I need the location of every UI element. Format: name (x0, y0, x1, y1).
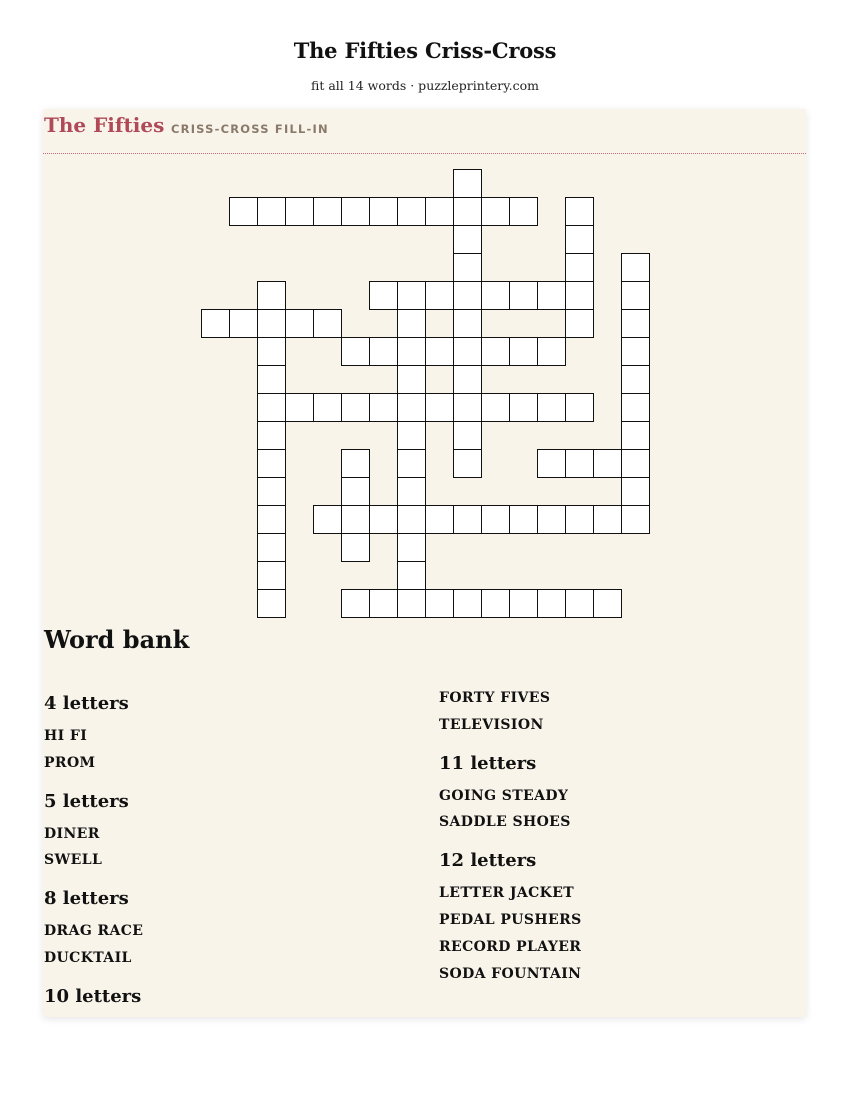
grid-cell[interactable] (621, 477, 650, 506)
grid-cell[interactable] (257, 393, 286, 422)
grid-cell[interactable] (285, 393, 314, 422)
grid-cell[interactable] (369, 589, 398, 618)
word-group-heading: 12 letters (439, 850, 537, 872)
grid-cell[interactable] (397, 449, 426, 478)
grid-cell[interactable] (565, 281, 594, 310)
grid-cell[interactable] (621, 393, 650, 422)
grid-cell[interactable] (397, 561, 426, 590)
grid-cell[interactable] (257, 197, 286, 226)
grid-cell[interactable] (621, 365, 650, 394)
grid-cell[interactable] (341, 449, 370, 478)
grid-cell[interactable] (481, 197, 510, 226)
grid-cell[interactable] (229, 197, 258, 226)
word-group-heading: 10 letters (44, 985, 142, 1007)
grid-cell[interactable] (621, 309, 650, 338)
page-subtitle: fit all 14 words · puzzleprintery.com (311, 78, 539, 93)
grid-cell[interactable] (453, 365, 482, 394)
word-bank-entry: FORTY FIVES (439, 690, 551, 706)
grid-cell[interactable] (565, 309, 594, 338)
word-group-heading: 5 letters (44, 790, 129, 812)
grid-cell[interactable] (201, 309, 230, 338)
grid-cell[interactable] (509, 505, 538, 534)
word-bank-right-column (439, 685, 582, 987)
grid-cell[interactable] (257, 477, 286, 506)
grid-cell[interactable] (341, 505, 370, 534)
grid-cell[interactable] (481, 393, 510, 422)
grid-cell[interactable] (369, 393, 398, 422)
grid-cell[interactable] (621, 421, 650, 450)
grid-cell[interactable] (369, 281, 398, 310)
grid-cell[interactable] (257, 561, 286, 590)
grid-cell[interactable] (621, 505, 650, 534)
grid-cell[interactable] (397, 337, 426, 366)
grid-cell[interactable] (537, 393, 566, 422)
puzzle-card (43, 109, 806, 1017)
grid-cell[interactable] (229, 309, 258, 338)
word-bank-entry: GOING STEADY (439, 787, 569, 804)
grid-cell[interactable] (369, 505, 398, 534)
grid-cell[interactable] (341, 477, 370, 506)
grid-cell[interactable] (481, 337, 510, 366)
grid-cell[interactable] (565, 505, 594, 534)
grid-cell[interactable] (257, 589, 286, 618)
word-bank-entry: TELEVISION (439, 716, 544, 733)
card-kicker: CRISS-CROSS FILL-IN (171, 122, 329, 136)
grid-cell[interactable] (509, 281, 538, 310)
grid-cell[interactable] (453, 309, 482, 338)
grid-cell[interactable] (313, 505, 342, 534)
grid-cell[interactable] (453, 337, 482, 366)
grid-cell[interactable] (341, 533, 370, 562)
grid-cell[interactable] (537, 505, 566, 534)
grid-cell[interactable] (257, 365, 286, 394)
grid-cell[interactable] (397, 477, 426, 506)
grid-cell[interactable] (285, 197, 314, 226)
grid-cell[interactable] (341, 589, 370, 618)
grid-cell[interactable] (481, 281, 510, 310)
word-bank-entry: RECORD PLAYER (439, 938, 582, 955)
grid-cell[interactable] (257, 421, 286, 450)
grid-cell[interactable] (453, 393, 482, 422)
grid-cell[interactable] (313, 393, 342, 422)
word-bank-entry: PROM (44, 754, 96, 771)
card-header (43, 109, 806, 154)
grid-cell[interactable] (509, 337, 538, 366)
grid-cell[interactable] (425, 589, 454, 618)
grid-cell[interactable] (593, 505, 622, 534)
grid-cell[interactable] (313, 197, 342, 226)
grid-cell[interactable] (341, 337, 370, 366)
grid-cell[interactable] (425, 393, 454, 422)
grid-cell[interactable] (593, 589, 622, 618)
grid-cell[interactable] (453, 225, 482, 254)
grid-cell[interactable] (285, 309, 314, 338)
grid-cell[interactable] (257, 505, 286, 534)
grid-cell[interactable] (537, 337, 566, 366)
word-bank-entry: DUCKTAIL (44, 949, 132, 966)
grid-cell[interactable] (257, 309, 286, 338)
grid-cell[interactable] (537, 281, 566, 310)
grid-cell[interactable] (425, 281, 454, 310)
grid-cell[interactable] (481, 505, 510, 534)
grid-cell[interactable] (453, 253, 482, 282)
grid-cell[interactable] (453, 589, 482, 618)
word-bank-entry: LETTER JACKET (439, 885, 575, 902)
grid-cell[interactable] (425, 337, 454, 366)
grid-cell[interactable] (397, 365, 426, 394)
grid-cell[interactable] (369, 337, 398, 366)
grid-cell[interactable] (453, 505, 482, 534)
grid-cell[interactable] (509, 197, 538, 226)
grid-cell[interactable] (453, 281, 482, 310)
grid-cell[interactable] (257, 533, 286, 562)
grid-cell[interactable] (397, 505, 426, 534)
grid-cell[interactable] (565, 589, 594, 618)
grid-cell[interactable] (341, 393, 370, 422)
word-bank-entry: PEDAL PUSHERS (439, 911, 582, 928)
grid-cell[interactable] (453, 197, 482, 226)
word-bank-left-column (44, 679, 143, 1016)
word-bank-entry: SODA FOUNTAIN (439, 965, 582, 982)
grid-cell[interactable] (453, 449, 482, 478)
word-group-heading: 4 letters (44, 693, 129, 714)
grid-cell[interactable] (341, 197, 370, 226)
word-bank-entry: HI FI (44, 728, 88, 744)
grid-cell[interactable] (257, 449, 286, 478)
grid-cell[interactable] (621, 253, 650, 282)
grid-cell[interactable] (369, 197, 398, 226)
word-bank-entry: SWELL (44, 852, 103, 869)
page-title: The Fifties Criss-Cross (293, 38, 557, 63)
grid-cell[interactable] (257, 337, 286, 366)
grid-cell[interactable] (397, 281, 426, 310)
grid-cell[interactable] (509, 393, 538, 422)
grid-cell[interactable] (425, 505, 454, 534)
grid-cell[interactable] (453, 421, 482, 450)
grid-cell[interactable] (565, 393, 594, 422)
grid-cell[interactable] (257, 281, 286, 310)
word-group-heading: 8 letters (44, 888, 129, 910)
word-bank-entry: DRAG RACE (44, 923, 144, 940)
grid-cell[interactable] (313, 309, 342, 338)
word-bank-entry: SADDLE SHOES (439, 814, 571, 831)
grid-cell[interactable] (425, 197, 454, 226)
grid-cell[interactable] (621, 449, 650, 478)
grid-cell[interactable] (397, 421, 426, 450)
grid-cell[interactable] (537, 589, 566, 618)
grid-cell[interactable] (565, 449, 594, 478)
grid-cell[interactable] (453, 169, 482, 198)
grid-cell[interactable] (397, 309, 426, 338)
grid-cell[interactable] (397, 197, 426, 226)
grid-cell[interactable] (565, 253, 594, 282)
grid-cell[interactable] (397, 393, 426, 422)
grid-cell[interactable] (397, 533, 426, 562)
card-title: The Fifties (44, 113, 165, 137)
grid-cell[interactable] (397, 589, 426, 618)
grid-cell[interactable] (621, 337, 650, 366)
grid-cell[interactable] (509, 589, 538, 618)
grid-cell[interactable] (565, 197, 594, 226)
grid-cell[interactable] (565, 225, 594, 254)
grid-cell[interactable] (481, 589, 510, 618)
grid-cell[interactable] (621, 281, 650, 310)
word-bank-entry: DINER (44, 825, 100, 842)
word-group-heading: 11 letters (439, 752, 537, 774)
grid-cell[interactable] (593, 449, 622, 478)
grid-cell[interactable] (537, 449, 566, 478)
word-bank-title: Word bank (44, 625, 190, 654)
